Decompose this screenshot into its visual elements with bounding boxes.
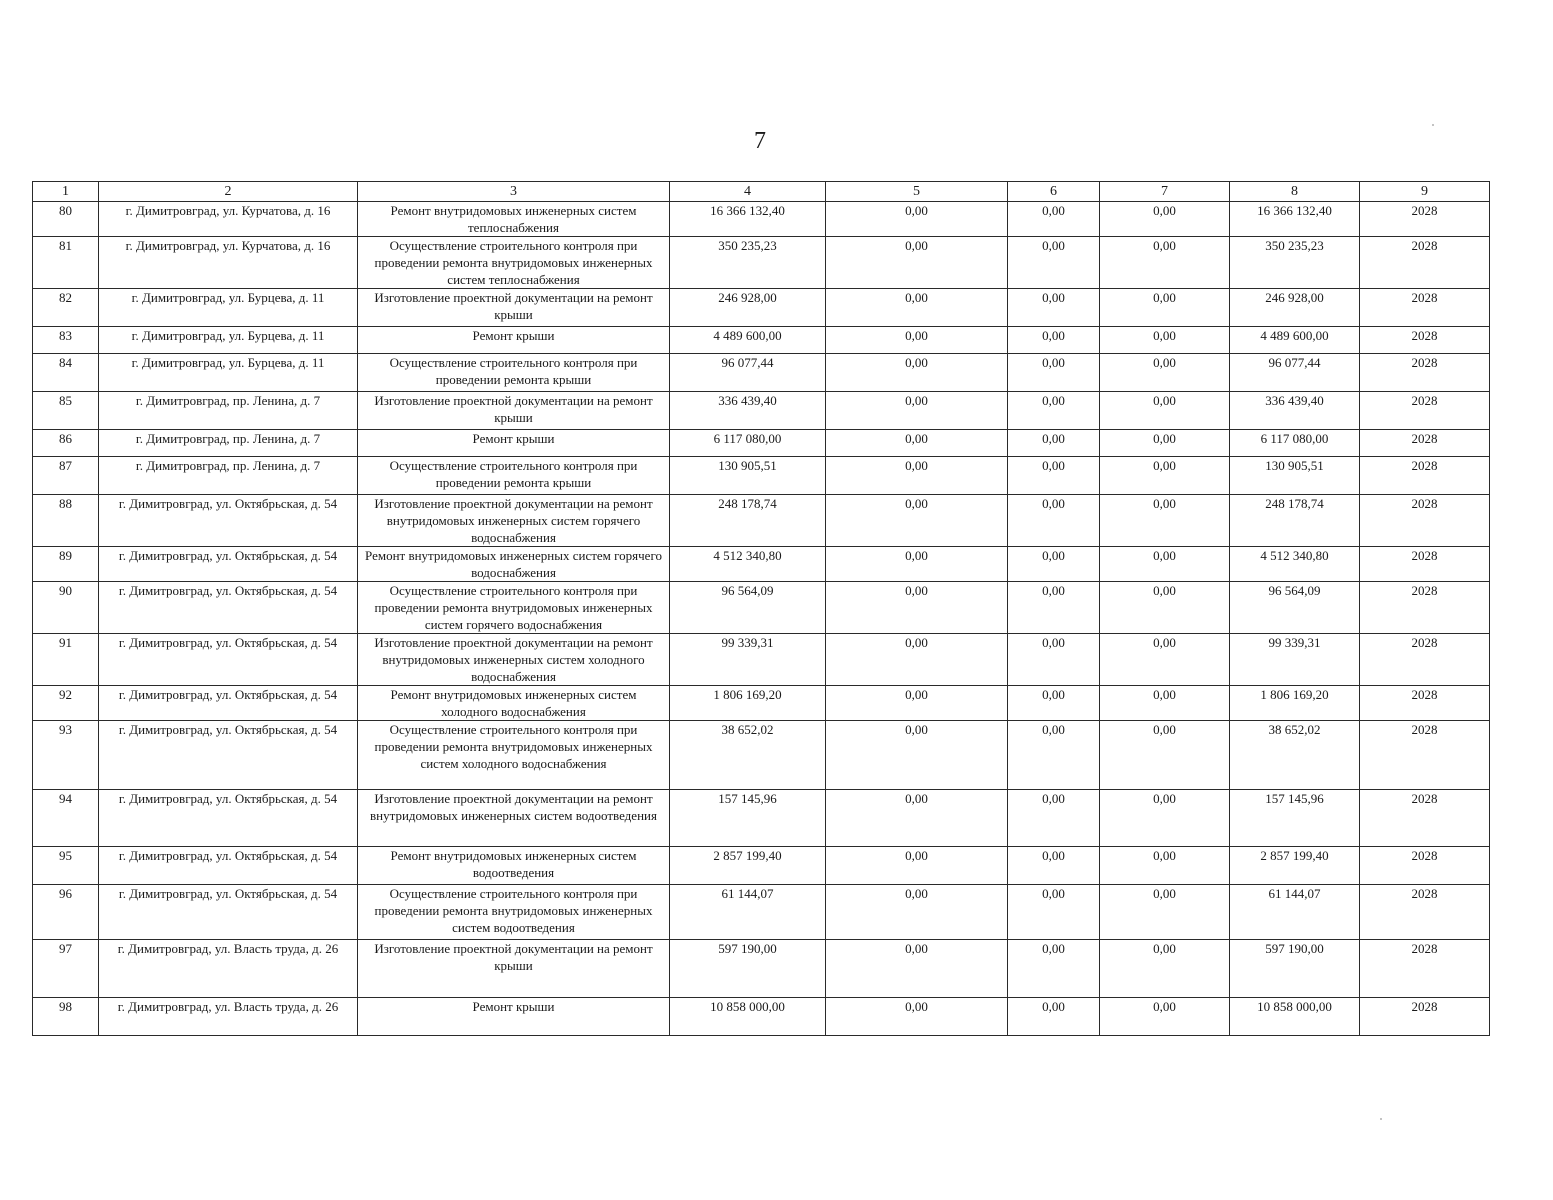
table-row [33, 998, 1490, 1036]
amount-cell: 0,00 [826, 940, 1008, 998]
row-number: 81 [33, 237, 99, 289]
table-row [33, 885, 1490, 940]
amount-cell: 0,00 [826, 457, 1008, 495]
amount-cell: 0,00 [1008, 289, 1100, 327]
row-number: 85 [33, 392, 99, 430]
column-header: 4 [670, 182, 826, 202]
column-header: 8 [1230, 182, 1360, 202]
address-cell: г. Димитровград, ул. Октябрьская, д. 54 [99, 634, 358, 686]
column-header: 1 [33, 182, 99, 202]
amount-cell: 0,00 [826, 237, 1008, 289]
year-cell: 2028 [1360, 289, 1490, 327]
address-cell: г. Димитровград, ул. Октябрьская, д. 54 [99, 686, 358, 721]
amount-cell: 0,00 [1100, 430, 1230, 457]
amount-cell: 0,00 [826, 634, 1008, 686]
amount-cell: 0,00 [1100, 998, 1230, 1036]
amount-total-cell: 96 077,44 [670, 354, 826, 392]
work-type-cell: Осуществление строительного контроля при проведении ремонта внутридомовых инженерных систем водоотведения [358, 885, 670, 940]
amount-fund-cell: 2 857 199,40 [1230, 847, 1360, 885]
row-number: 90 [33, 582, 99, 634]
work-type-cell: Изготовление проектной документации на ремонт внутридомовых инженерных систем холодного водоснабжения [358, 634, 670, 686]
amount-cell: 0,00 [826, 327, 1008, 354]
amount-fund-cell: 99 339,31 [1230, 634, 1360, 686]
address-cell: г. Димитровград, ул. Бурцева, д. 11 [99, 354, 358, 392]
amount-cell: 0,00 [1100, 327, 1230, 354]
amount-total-cell: 2 857 199,40 [670, 847, 826, 885]
year-cell: 2028 [1360, 237, 1490, 289]
amount-cell: 0,00 [1100, 790, 1230, 847]
row-number: 97 [33, 940, 99, 998]
amount-cell: 0,00 [1100, 847, 1230, 885]
work-type-cell: Ремонт крыши [358, 998, 670, 1036]
work-type-cell: Изготовление проектной документации на ремонт крыши [358, 940, 670, 998]
year-cell: 2028 [1360, 634, 1490, 686]
scan-speck [1380, 1118, 1382, 1120]
amount-total-cell: 99 339,31 [670, 634, 826, 686]
table-row [33, 354, 1490, 392]
address-cell: г. Димитровград, ул. Курчатова, д. 16 [99, 202, 358, 237]
amount-fund-cell: 96 564,09 [1230, 582, 1360, 634]
amount-total-cell: 16 366 132,40 [670, 202, 826, 237]
table-row [33, 289, 1490, 327]
address-cell: г. Димитровград, пр. Ленина, д. 7 [99, 392, 358, 430]
amount-fund-cell: 61 144,07 [1230, 885, 1360, 940]
work-type-cell: Изготовление проектной документации на ремонт внутридомовых инженерных систем водоотведения [358, 790, 670, 847]
amount-fund-cell: 350 235,23 [1230, 237, 1360, 289]
amount-cell: 0,00 [1008, 940, 1100, 998]
table-row [33, 495, 1490, 547]
year-cell: 2028 [1360, 847, 1490, 885]
row-number: 86 [33, 430, 99, 457]
work-type-cell: Ремонт внутридомовых инженерных систем холодного водоснабжения [358, 686, 670, 721]
year-cell: 2028 [1360, 998, 1490, 1036]
row-number: 82 [33, 289, 99, 327]
amount-cell: 0,00 [1008, 392, 1100, 430]
year-cell: 2028 [1360, 327, 1490, 354]
amount-cell: 0,00 [1008, 547, 1100, 582]
column-header: 2 [99, 182, 358, 202]
column-header: 6 [1008, 182, 1100, 202]
amount-cell: 0,00 [1100, 940, 1230, 998]
amount-fund-cell: 4 512 340,80 [1230, 547, 1360, 582]
amount-total-cell: 61 144,07 [670, 885, 826, 940]
address-cell: г. Димитровград, ул. Октябрьская, д. 54 [99, 495, 358, 547]
table-row [33, 721, 1490, 790]
amount-fund-cell: 157 145,96 [1230, 790, 1360, 847]
work-type-cell: Осуществление строительного контроля при проведении ремонта внутридомовых инженерных систем холодного водоснабжения [358, 721, 670, 790]
column-header: 3 [358, 182, 670, 202]
amount-total-cell: 4 489 600,00 [670, 327, 826, 354]
row-number: 89 [33, 547, 99, 582]
column-number-row [33, 182, 1490, 202]
amount-cell: 0,00 [1008, 354, 1100, 392]
table-row [33, 202, 1490, 237]
amount-total-cell: 157 145,96 [670, 790, 826, 847]
amount-cell: 0,00 [826, 998, 1008, 1036]
year-cell: 2028 [1360, 457, 1490, 495]
row-number: 94 [33, 790, 99, 847]
amount-cell: 0,00 [1100, 457, 1230, 495]
year-cell: 2028 [1360, 354, 1490, 392]
amount-cell: 0,00 [1008, 327, 1100, 354]
amount-cell: 0,00 [1100, 237, 1230, 289]
table-row [33, 457, 1490, 495]
amount-cell: 0,00 [826, 547, 1008, 582]
amount-fund-cell: 336 439,40 [1230, 392, 1360, 430]
row-number: 98 [33, 998, 99, 1036]
table-row [33, 940, 1490, 998]
amount-total-cell: 130 905,51 [670, 457, 826, 495]
table-row [33, 327, 1490, 354]
amount-cell: 0,00 [1008, 998, 1100, 1036]
amount-total-cell: 246 928,00 [670, 289, 826, 327]
address-cell: г. Димитровград, ул. Октябрьская, д. 54 [99, 582, 358, 634]
amount-cell: 0,00 [826, 721, 1008, 790]
table-row [33, 430, 1490, 457]
work-type-cell: Осуществление строительного контроля при проведении ремонта крыши [358, 457, 670, 495]
table-row [33, 582, 1490, 634]
column-header: 9 [1360, 182, 1490, 202]
amount-total-cell: 597 190,00 [670, 940, 826, 998]
row-number: 88 [33, 495, 99, 547]
amount-total-cell: 10 858 000,00 [670, 998, 826, 1036]
year-cell: 2028 [1360, 790, 1490, 847]
year-cell: 2028 [1360, 392, 1490, 430]
amount-cell: 0,00 [1100, 202, 1230, 237]
table-row [33, 547, 1490, 582]
address-cell: г. Димитровград, пр. Ленина, д. 7 [99, 430, 358, 457]
amount-cell: 0,00 [826, 686, 1008, 721]
amount-total-cell: 38 652,02 [670, 721, 826, 790]
amount-fund-cell: 1 806 169,20 [1230, 686, 1360, 721]
amount-fund-cell: 38 652,02 [1230, 721, 1360, 790]
column-header: 7 [1100, 182, 1230, 202]
work-type-cell: Изготовление проектной документации на ремонт внутридомовых инженерных систем горячего водоснабжения [358, 495, 670, 547]
page-number: 7 [754, 128, 766, 154]
year-cell: 2028 [1360, 202, 1490, 237]
address-cell: г. Димитровград, ул. Бурцева, д. 11 [99, 289, 358, 327]
amount-cell: 0,00 [1100, 289, 1230, 327]
work-type-cell: Осуществление строительного контроля при проведении ремонта внутридомовых инженерных систем теплоснабжения [358, 237, 670, 289]
address-cell: г. Димитровград, ул. Октябрьская, д. 54 [99, 885, 358, 940]
amount-cell: 0,00 [826, 202, 1008, 237]
work-type-cell: Ремонт крыши [358, 430, 670, 457]
amount-total-cell: 1 806 169,20 [670, 686, 826, 721]
amount-total-cell: 350 235,23 [670, 237, 826, 289]
work-type-cell: Осуществление строительного контроля при проведении ремонта внутридомовых инженерных систем горячего водоснабжения [358, 582, 670, 634]
amount-fund-cell: 4 489 600,00 [1230, 327, 1360, 354]
table-row [33, 847, 1490, 885]
scan-speck [1432, 124, 1434, 126]
amount-fund-cell: 16 366 132,40 [1230, 202, 1360, 237]
works-table [32, 181, 1490, 1036]
year-cell: 2028 [1360, 940, 1490, 998]
amount-fund-cell: 6 117 080,00 [1230, 430, 1360, 457]
amount-cell: 0,00 [1008, 721, 1100, 790]
address-cell: г. Димитровград, ул. Курчатова, д. 16 [99, 237, 358, 289]
amount-cell: 0,00 [826, 790, 1008, 847]
amount-cell: 0,00 [1008, 202, 1100, 237]
table-row [33, 237, 1490, 289]
amount-cell: 0,00 [1100, 392, 1230, 430]
year-cell: 2028 [1360, 721, 1490, 790]
amount-cell: 0,00 [1008, 457, 1100, 495]
row-number: 92 [33, 686, 99, 721]
work-type-cell: Изготовление проектной документации на ремонт крыши [358, 289, 670, 327]
work-type-cell: Осуществление строительного контроля при проведении ремонта крыши [358, 354, 670, 392]
year-cell: 2028 [1360, 885, 1490, 940]
amount-cell: 0,00 [1100, 582, 1230, 634]
amount-cell: 0,00 [826, 582, 1008, 634]
amount-cell: 0,00 [826, 289, 1008, 327]
amount-total-cell: 248 178,74 [670, 495, 826, 547]
row-number: 93 [33, 721, 99, 790]
amount-fund-cell: 248 178,74 [1230, 495, 1360, 547]
amount-cell: 0,00 [1008, 847, 1100, 885]
address-cell: г. Димитровград, ул. Октябрьская, д. 54 [99, 790, 358, 847]
year-cell: 2028 [1360, 582, 1490, 634]
table-row [33, 790, 1490, 847]
amount-total-cell: 96 564,09 [670, 582, 826, 634]
address-cell: г. Димитровград, ул. Бурцева, д. 11 [99, 327, 358, 354]
amount-total-cell: 336 439,40 [670, 392, 826, 430]
amount-fund-cell: 597 190,00 [1230, 940, 1360, 998]
amount-fund-cell: 246 928,00 [1230, 289, 1360, 327]
amount-cell: 0,00 [1100, 495, 1230, 547]
year-cell: 2028 [1360, 495, 1490, 547]
amount-fund-cell: 130 905,51 [1230, 457, 1360, 495]
amount-cell: 0,00 [1100, 634, 1230, 686]
amount-cell: 0,00 [826, 430, 1008, 457]
amount-cell: 0,00 [1008, 790, 1100, 847]
address-cell: г. Димитровград, ул. Октябрьская, д. 54 [99, 721, 358, 790]
amount-fund-cell: 96 077,44 [1230, 354, 1360, 392]
amount-fund-cell: 10 858 000,00 [1230, 998, 1360, 1036]
amount-cell: 0,00 [1100, 354, 1230, 392]
table-row [33, 686, 1490, 721]
table-body [33, 202, 1490, 1036]
amount-cell: 0,00 [1100, 686, 1230, 721]
amount-total-cell: 6 117 080,00 [670, 430, 826, 457]
amount-cell: 0,00 [1008, 686, 1100, 721]
amount-cell: 0,00 [826, 354, 1008, 392]
work-type-cell: Изготовление проектной документации на ремонт крыши [358, 392, 670, 430]
amount-total-cell: 4 512 340,80 [670, 547, 826, 582]
amount-cell: 0,00 [1008, 430, 1100, 457]
work-type-cell: Ремонт внутридомовых инженерных систем водоотведения [358, 847, 670, 885]
row-number: 96 [33, 885, 99, 940]
address-cell: г. Димитровград, ул. Власть труда, д. 26 [99, 998, 358, 1036]
row-number: 83 [33, 327, 99, 354]
work-type-cell: Ремонт внутридомовых инженерных систем горячего водоснабжения [358, 547, 670, 582]
row-number: 84 [33, 354, 99, 392]
work-type-cell: Ремонт внутридомовых инженерных систем теплоснабжения [358, 202, 670, 237]
table-row [33, 634, 1490, 686]
amount-cell: 0,00 [1008, 634, 1100, 686]
year-cell: 2028 [1360, 686, 1490, 721]
address-cell: г. Димитровград, ул. Октябрьская, д. 54 [99, 847, 358, 885]
table-row [33, 392, 1490, 430]
amount-cell: 0,00 [1008, 885, 1100, 940]
amount-cell: 0,00 [826, 847, 1008, 885]
row-number: 91 [33, 634, 99, 686]
amount-cell: 0,00 [1100, 885, 1230, 940]
amount-cell: 0,00 [1008, 582, 1100, 634]
amount-cell: 0,00 [826, 495, 1008, 547]
address-cell: г. Димитровград, ул. Октябрьская, д. 54 [99, 547, 358, 582]
row-number: 87 [33, 457, 99, 495]
amount-cell: 0,00 [826, 392, 1008, 430]
amount-cell: 0,00 [1008, 237, 1100, 289]
address-cell: г. Димитровград, ул. Власть труда, д. 26 [99, 940, 358, 998]
amount-cell: 0,00 [1100, 721, 1230, 790]
year-cell: 2028 [1360, 547, 1490, 582]
amount-cell: 0,00 [826, 885, 1008, 940]
column-header: 5 [826, 182, 1008, 202]
address-cell: г. Димитровград, пр. Ленина, д. 7 [99, 457, 358, 495]
amount-cell: 0,00 [1100, 547, 1230, 582]
work-type-cell: Ремонт крыши [358, 327, 670, 354]
row-number: 95 [33, 847, 99, 885]
amount-cell: 0,00 [1008, 495, 1100, 547]
year-cell: 2028 [1360, 430, 1490, 457]
row-number: 80 [33, 202, 99, 237]
